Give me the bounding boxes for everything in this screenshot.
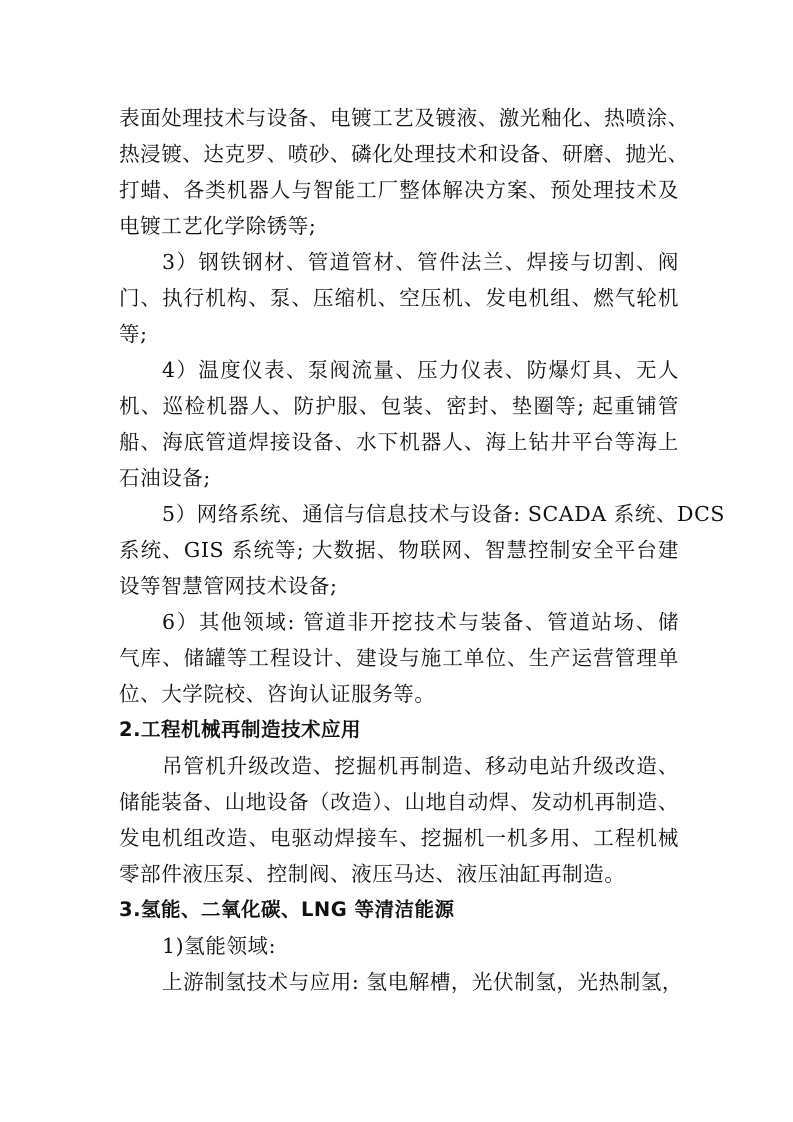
- list-item-6-line: 6）其他领域: 管道非开挖技术与装备、管道站场、储: [162, 610, 679, 634]
- list-item-5-line: 5）网络系统、通信与信息技术与设备: SCADA 系统、DCS: [162, 502, 726, 526]
- body-text-line: 船、海底管道焊接设备、水下机器人、海上钻井平台等海上: [119, 430, 679, 454]
- body-text-line: 设等智慧管网技术设备;: [119, 574, 338, 598]
- subsection-label: 1)氢能领域:: [162, 934, 277, 958]
- body-text-line: 门、执行机构、泵、压缩机、空压机、发电机组、燃气轮机: [119, 286, 679, 310]
- section-heading-2: 2.工程机械再制造技术应用: [119, 718, 361, 741]
- body-text-line: 等;: [119, 322, 148, 346]
- body-text-line: 储能装备、山地设备（改造）、山地自动焊、发动机再制造、: [119, 790, 679, 814]
- body-text-line: 位、大学院校、咨询认证服务等。: [119, 682, 436, 706]
- body-text-line: 石油设备;: [119, 466, 211, 490]
- paragraph-line: 吊管机升级改造、挖掘机再制造、移动电站升级改造、: [162, 754, 679, 778]
- body-text-line: 零部件液压泵、控制阀、液压马达、液压油缸再制造。: [119, 862, 626, 886]
- body-text-line: 电镀工艺化学除锈等;: [119, 214, 317, 238]
- list-item-4-line: 4）温度仪表、泵阀流量、压力仪表、防爆灯具、无人: [162, 358, 679, 382]
- body-text-line: 打蜡、各类机器人与智能工厂整体解决方案、预处理技术及: [119, 178, 679, 202]
- body-text-line: 气库、储罐等工程设计、建设与施工单位、生产运营管理单: [119, 646, 679, 670]
- section-heading-3: 3.氢能、二氧化碳、LNG 等清洁能源: [119, 898, 455, 921]
- body-text-line: 机、巡检机器人、防护服、包装、密封、垫圈等; 起重铺管: [119, 394, 679, 418]
- body-text-line: 表面处理技术与设备、电镀工艺及镀液、激光釉化、热喷涂、: [119, 106, 689, 130]
- body-text-line: 热浸镀、达克罗、喷砂、磷化处理技术和设备、研磨、抛光、: [119, 142, 689, 166]
- paragraph-line: 上游制氢技术与应用: 氢电解槽，光伏制氢，光热制氢，: [162, 970, 684, 994]
- body-text-line: 系统、GIS 系统等; 大数据、物联网、智慧控制安全平台建: [119, 538, 679, 562]
- list-item-3-line: 3）钢铁钢材、管道管材、管件法兰、焊接与切割、阀: [162, 250, 679, 274]
- body-text-line: 发电机组改造、电驱动焊接车、挖掘机一机多用、工程机械: [119, 826, 679, 850]
